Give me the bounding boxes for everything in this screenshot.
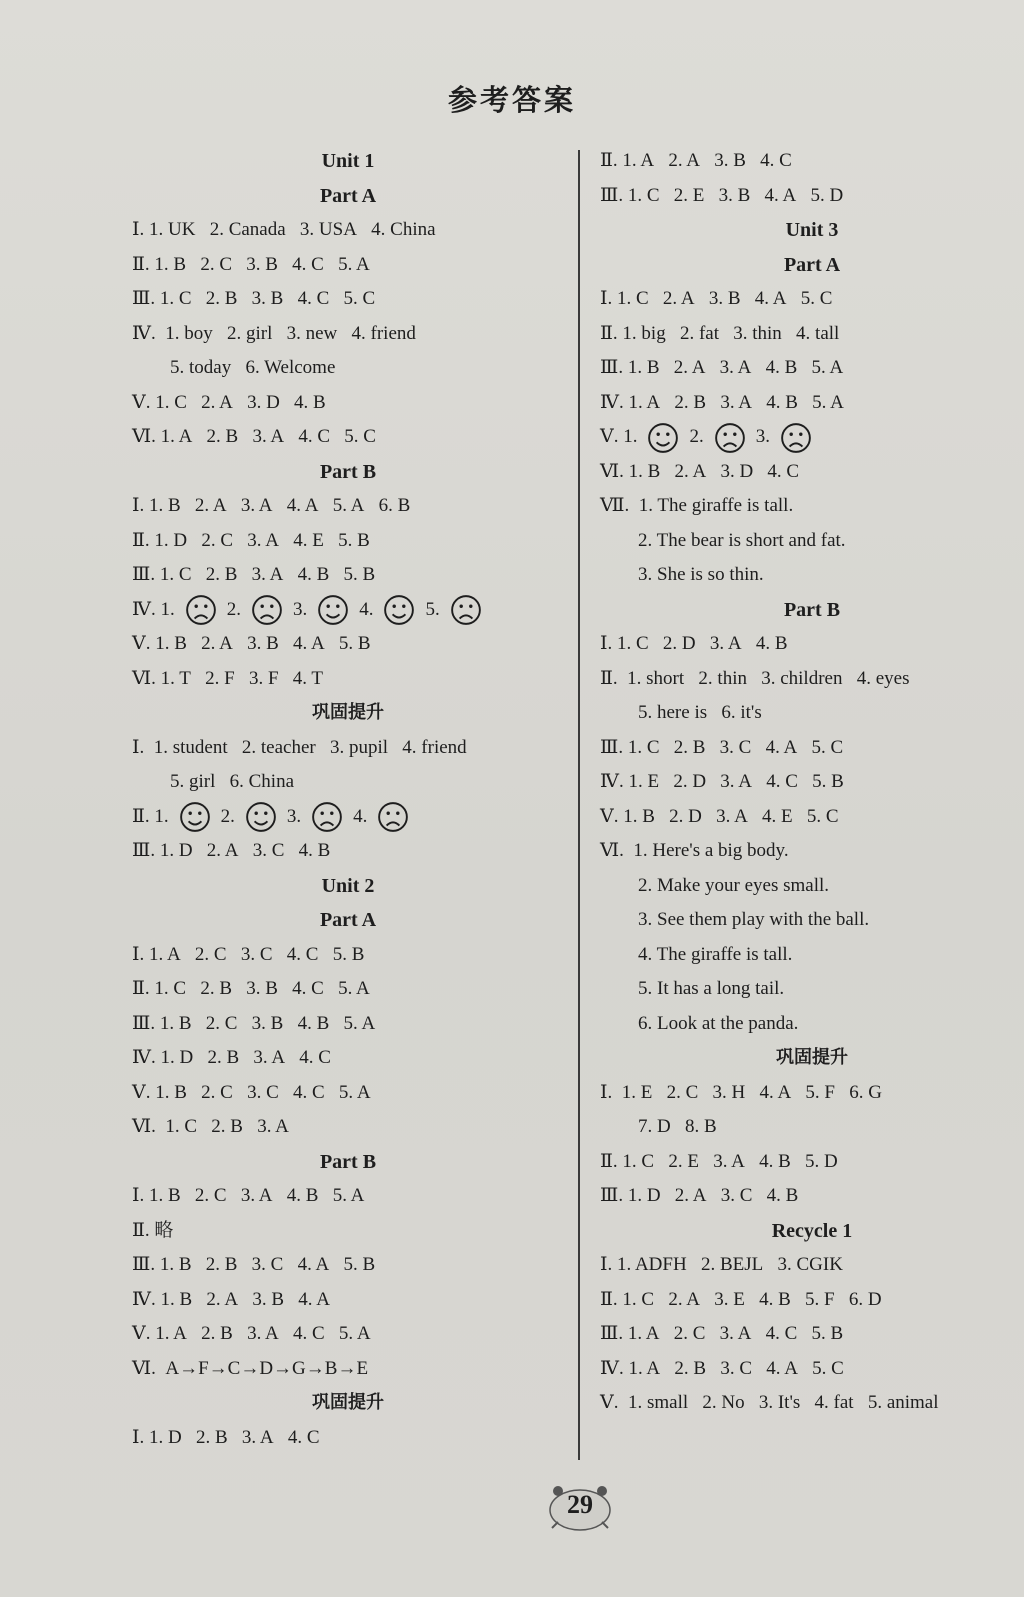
section-heading: Part B xyxy=(783,598,841,621)
page-title: 参考答案 xyxy=(447,83,576,117)
answer-line: Ⅶ. 1. The giraffe is tall. xyxy=(600,495,794,516)
answer-line: Ⅲ. 1. C 2. B 3. A 4. B 5. B xyxy=(132,564,376,585)
answer-line: Ⅰ. 1. D 2. B 3. A 4. C xyxy=(132,1426,320,1448)
answer-line: Ⅴ. 1. C 2. A 3. D 4. B xyxy=(132,391,326,413)
answer-line: 5. today 6. Welcome xyxy=(170,357,336,378)
answer-label: 2. xyxy=(689,426,704,447)
answer-line: Ⅲ. 1. C 2. B 3. C 4. A 5. C xyxy=(600,736,844,758)
section-heading: 巩固提升 xyxy=(312,1392,384,1413)
answer-line: Ⅱ. 1. C 2. E 3. A 4. B 5. D xyxy=(600,1150,838,1172)
answer-line xyxy=(132,593,564,628)
sad-face-icon xyxy=(714,422,746,454)
answer-line: Ⅳ. 1. boy 2. girl 3. new 4. friend xyxy=(132,322,416,344)
answer-line: Ⅴ. 1. B 2. D 3. A 4. E 5. C xyxy=(600,805,839,827)
answer-line: Ⅳ. 1. E 2. D 3. A 4. C 5. B xyxy=(600,771,844,792)
section-heading: Part B xyxy=(319,460,377,483)
answer-line: Ⅰ. 1. B 2. A 3. A 4. A 5. A 6. B xyxy=(132,495,411,516)
answer-line: Ⅵ. A→F→C→D→G→B→E xyxy=(132,1357,369,1379)
answer-line: 5. girl 6. China xyxy=(170,771,295,792)
happy-face-icon xyxy=(317,594,349,626)
answer-label: 4. xyxy=(353,805,368,827)
answer-line: Ⅵ. 1. B 2. A 3. D 4. C xyxy=(600,460,800,482)
right-answer-column xyxy=(600,144,1024,1421)
answer-line: Ⅲ. 1. C 2. E 3. B 4. A 5. D xyxy=(600,184,844,206)
answer-line: Ⅴ. 1. small 2. No 3. It's 4. fat 5. animal xyxy=(600,1392,939,1413)
sad-face-icon xyxy=(251,594,283,626)
answer-line: Ⅲ. 1. A 2. C 3. A 4. C 5. B xyxy=(600,1323,844,1344)
happy-face-icon xyxy=(245,801,277,833)
answer-line: Ⅵ. 1. T 2. F 3. F 4. T xyxy=(132,667,324,689)
answer-line: Ⅳ. 1. A 2. B 3. C 4. A 5. C xyxy=(600,1357,844,1379)
sad-face-icon xyxy=(185,594,217,626)
answer-line: Ⅰ. 1. C 2. D 3. A 4. B xyxy=(600,633,788,654)
answer-line: Ⅳ. 1. A 2. B 3. A 4. B 5. A xyxy=(600,391,844,413)
answer-line: Ⅱ. 略 xyxy=(132,1219,174,1241)
sad-face-icon xyxy=(450,594,482,626)
answer-label: Ⅴ. 1. xyxy=(600,426,638,447)
answer-line: Ⅱ. 1. C 2. A 3. E 4. B 5. F 6. D xyxy=(600,1288,882,1310)
answer-line: Ⅴ. 1. A 2. B 3. A 4. C 5. A xyxy=(132,1323,371,1344)
answer-line: 6. Look at the panda. xyxy=(638,1012,799,1034)
answer-line: 2. The bear is short and fat. xyxy=(638,529,846,551)
answer-line: Ⅰ. 1. E 2. C 3. H 4. A 5. F 6. G xyxy=(600,1081,882,1103)
section-heading: Part A xyxy=(319,909,377,931)
answer-line: Ⅲ. 1. B 2. C 3. B 4. B 5. A xyxy=(132,1012,376,1034)
section-heading: 巩固提升 xyxy=(312,702,384,723)
answer-line: Ⅴ. 1. B 2. A 3. B 4. A 5. B xyxy=(132,633,371,654)
section-heading: Part B xyxy=(319,1150,377,1173)
answer-line: 3. She is so thin. xyxy=(638,564,764,585)
answer-label: Ⅳ. 1. xyxy=(132,598,175,620)
answer-line: Ⅰ. 1. C 2. A 3. B 4. A 5. C xyxy=(600,288,833,309)
section-heading: Recycle 1 xyxy=(771,1219,853,1242)
answer-line: 5. here is 6. it's xyxy=(638,702,762,723)
section-heading: Part A xyxy=(783,253,841,276)
answer-line: Ⅰ. 1. UK 2. Canada 3. USA 4. China xyxy=(132,219,436,240)
page-number: 29 xyxy=(567,1490,593,1519)
answer-label: 4. xyxy=(359,598,374,620)
answer-line xyxy=(132,800,564,835)
sad-face-icon xyxy=(780,422,812,454)
answer-line: Ⅲ. 1. C 2. B 3. B 4. C 5. C xyxy=(132,288,376,309)
answer-line: Ⅲ. 1. B 2. A 3. A 4. B 5. A xyxy=(600,357,844,378)
happy-face-icon xyxy=(179,801,211,833)
answer-label: 2. xyxy=(226,598,241,620)
answer-line: Ⅰ. 1. B 2. C 3. A 4. B 5. A xyxy=(132,1185,365,1206)
happy-face-icon xyxy=(647,422,679,454)
answer-line: Ⅴ. 1. B 2. C 3. C 4. C 5. A xyxy=(132,1081,371,1103)
answer-line: Ⅱ. 1. A 2. A 3. B 4. C xyxy=(600,150,792,171)
happy-face-icon xyxy=(383,594,415,626)
answer-line xyxy=(600,420,1024,455)
answer-line: Ⅵ. 1. C 2. B 3. A xyxy=(132,1116,289,1137)
answer-line: Ⅲ. 1. D 2. A 3. C 4. B xyxy=(132,840,331,861)
answer-line: 4. The giraffe is tall. xyxy=(638,943,793,965)
left-answer-column xyxy=(132,144,564,1455)
answer-label: 3. xyxy=(755,426,770,447)
section-heading: Unit 2 xyxy=(321,874,375,897)
answer-line: 7. D 8. B xyxy=(638,1116,717,1137)
answer-line: Ⅱ. 1. short 2. thin 3. children 4. eyes xyxy=(600,667,910,689)
answer-line: Ⅲ. 1. D 2. A 3. C 4. B xyxy=(600,1185,799,1206)
answer-line: 5. It has a long tail. xyxy=(638,978,785,999)
answer-line: Ⅵ. 1. A 2. B 3. A 4. C 5. C xyxy=(132,426,376,447)
answer-line: Ⅳ. 1. B 2. A 3. B 4. A xyxy=(132,1288,330,1310)
answer-line: Ⅱ. 1. big 2. fat 3. thin 4. tall xyxy=(600,322,840,344)
column-divider xyxy=(578,150,580,1460)
answer-line: 2. Make your eyes small. xyxy=(638,874,830,896)
answer-line: Ⅱ. 1. D 2. C 3. A 4. E 5. B xyxy=(132,529,370,551)
section-heading: 巩固提升 xyxy=(776,1047,848,1068)
section-heading: Part A xyxy=(319,184,377,207)
answer-label: Ⅱ. 1. xyxy=(132,805,169,827)
answer-line: Ⅳ. 1. D 2. B 3. A 4. C xyxy=(132,1047,331,1068)
answer-label: 3. xyxy=(286,805,302,827)
section-heading: Unit 3 xyxy=(785,219,839,241)
answer-line: Ⅰ. 1. ADFH 2. BEJL 3. CGIK xyxy=(600,1254,843,1275)
answer-line: Ⅲ. 1. B 2. B 3. C 4. A 5. B xyxy=(132,1254,376,1275)
page-number-badge xyxy=(538,1482,622,1532)
answer-line: Ⅰ. 1. student 2. teacher 3. pupil 4. friend xyxy=(132,736,467,758)
answer-label: 3. xyxy=(292,598,308,620)
sad-face-icon xyxy=(377,801,409,833)
section-heading: Unit 1 xyxy=(321,150,375,172)
answer-line: Ⅰ. 1. A 2. C 3. C 4. C 5. B xyxy=(132,943,365,965)
answer-label: 5. xyxy=(425,598,440,620)
answer-line: 3. See them play with the ball. xyxy=(638,909,870,930)
answer-line: Ⅱ. 1. C 2. B 3. B 4. C 5. A xyxy=(132,978,370,999)
answer-line: Ⅵ. 1. Here's a big body. xyxy=(600,840,789,861)
sad-face-icon xyxy=(311,801,343,833)
answer-line: Ⅱ. 1. B 2. C 3. B 4. C 5. A xyxy=(132,253,370,275)
answer-label: 2. xyxy=(220,805,235,827)
